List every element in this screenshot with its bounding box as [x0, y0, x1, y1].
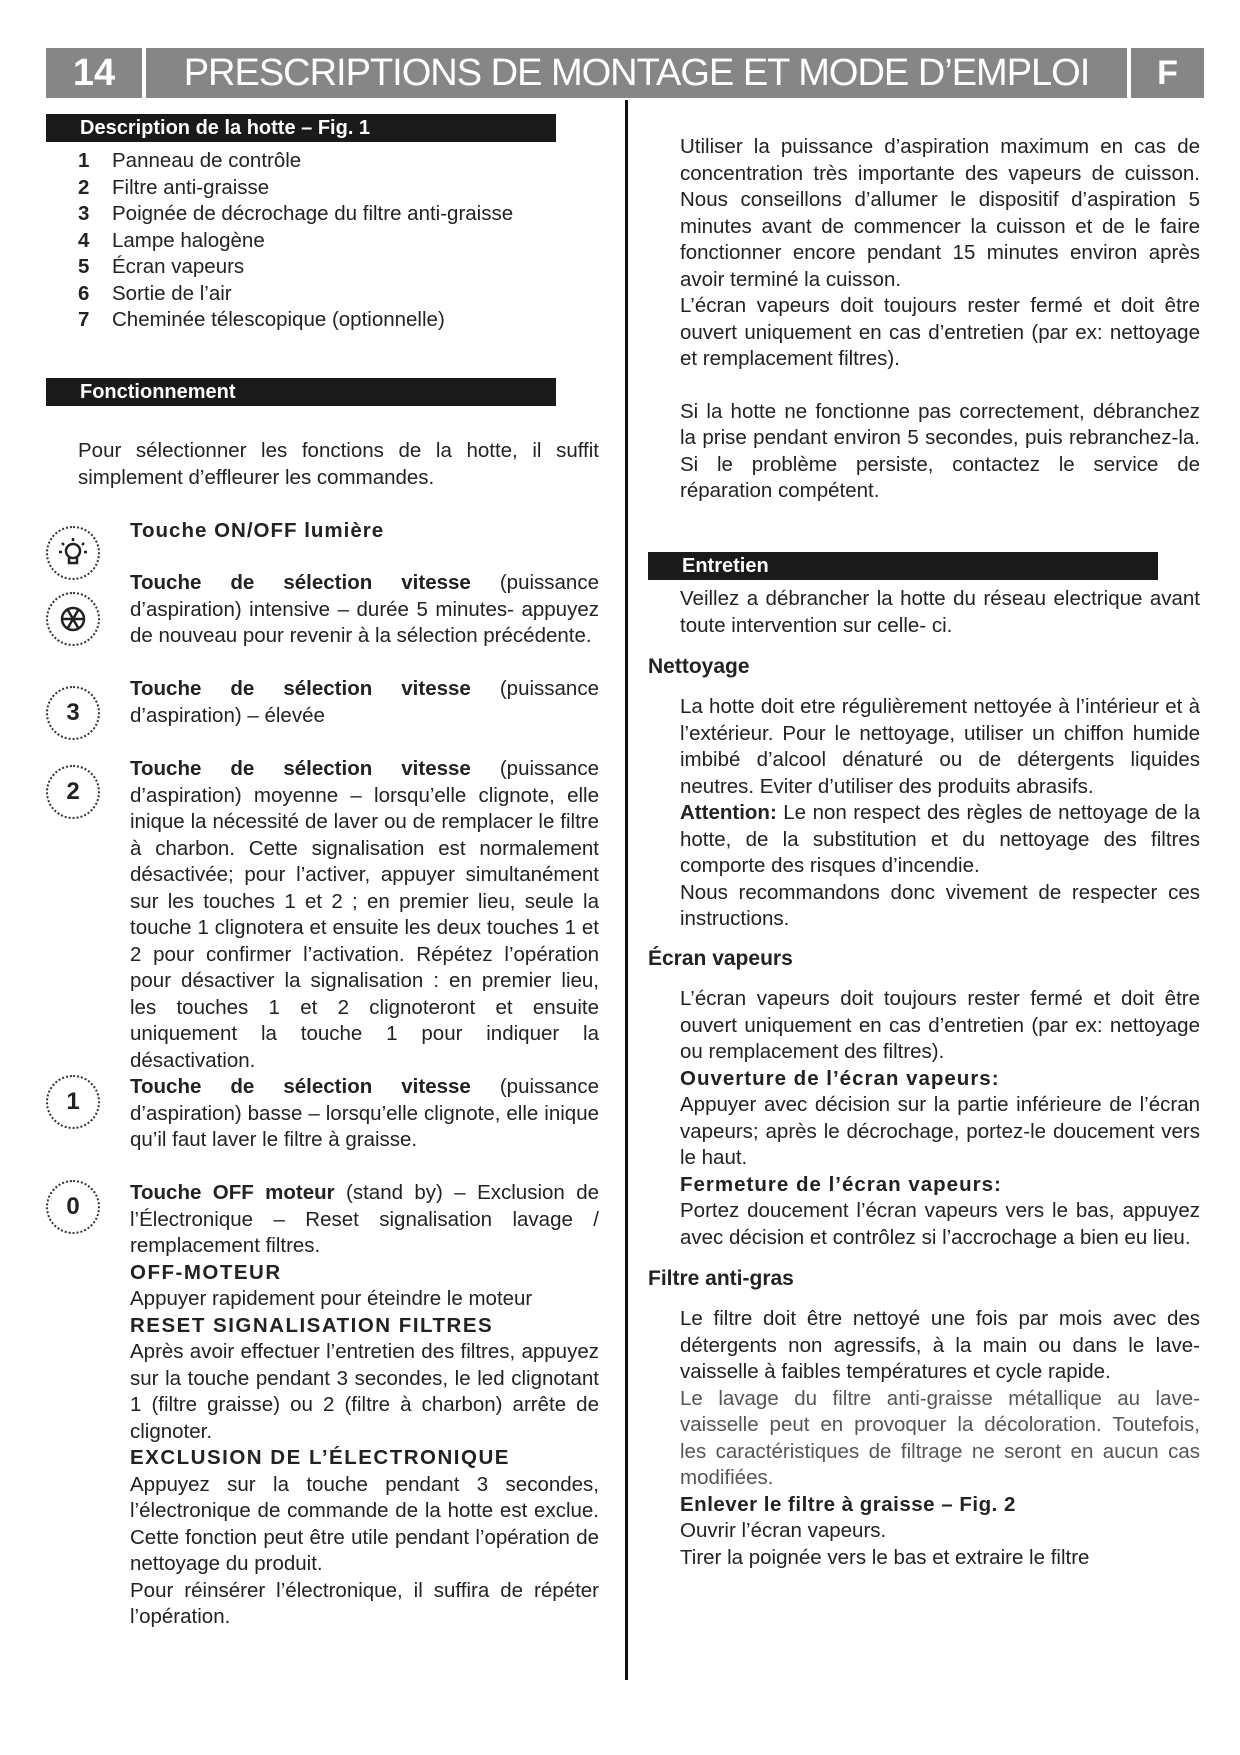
- list-item: 6 Sortie de l’air: [78, 281, 232, 305]
- list-item: 4 Lampe halogène: [78, 228, 265, 252]
- exclusion-title: EXCLUSION DE L’ÉLECTRONIQUE: [130, 1446, 510, 1469]
- reset-title: RESET SIGNALISATION FILTRES: [130, 1313, 494, 1337]
- key-medium-text: Touche de sélection vitesse (puissance d’aspiration) moyenne – lorsqu’elle clignote, elle inique la nécessité de laver ou de remplacer le filtre à charbon. Cette signalisation est normalement désactivée; pour l’activer, appuyer simultanément sur les touches 1 et 2 ; en premier lieu, seule la touche 1 clignotera et ensuite les deux touches 1 et 2 pour confirmer l’activation. Répétez l’opération pour désactiver la signalisation : en premier lieu, les touches 1 et 2 clignoteront et ensuite uniquement la touche 1 pour indiquer la désactivation.: [130, 757, 599, 1072]
- page-title: PRESCRIPTIONS DE MONTAGE ET MODE D’EMPLOI: [142, 48, 1127, 98]
- key-off-text: Touche OFF moteur (stand by) – Exclusion de l’Électronique – Reset signalisation lavage / remplacement filtres. OFF-MOTEUR Appuyer rapidement pour éteindre le moteur RESET SIGNALISATION FILTRES Après avoir effectuer l’entretien des filtres, appuyez sur la touche pendant 3 secondes, le led clignotant 1 (filtre graisse) ou 2 (filtre à charbon) arrête de clignoter. EXCLUSION DE L’ÉLECTRONIQUE Appuyez sur la touche pendant 3 secondes, l’électronique de commande de la hotte est exclue. Cette fonction peut être utile pendant l’opération de nettoyage du produit. Pour réinsérer l’électronique, il suffira de répéter l’opération.: [130, 1180, 599, 1631]
- reinsert-text: Pour réinsérer l’électronique, il suffira de répéter l’opération.: [130, 1578, 599, 1628]
- key-intensive-text: Touche de sélection vitesse (puissance d’aspiration) intensive – durée 5 minutes- appuyez de nouveau pour revenir à la sélection précédente.: [130, 571, 599, 647]
- off-motor-icon: 0: [46, 1180, 100, 1234]
- light-bulb-icon: [46, 526, 100, 580]
- list-item: 1 Panneau de contrôle: [78, 149, 302, 172]
- ecran-title: Écran vapeurs: [648, 947, 793, 970]
- speed-3-icon: 3: [46, 686, 100, 740]
- filtre-block: Le filtre doit être nettoyé une fois par mois avec des détergents non agressifs, à la main ou dans le lave-vaisselle à faibles températures et cycle rapide. Le lavage du filtre anti-graisse métallique au lave-vaisselle peut en provoquer la décoloration. Toutefois, les caractéristiques de filtrage ne seront en aucun cas modifiées. Enlever le filtre à graisse – Fig. 2 Ouvrir l’écran vapeurs. Tirer la poignée vers le bas et extraire le filtre: [680, 1307, 1200, 1569]
- list-item: 3 Poignée de décrochage du filtre anti-graisse: [78, 202, 514, 225]
- column-divider: [625, 100, 628, 1680]
- description-list: [78, 148, 513, 334]
- nettoyage-block: La hotte doit etre régulièrement nettoyée à l’intérieur et à l’extérieur. Pour le nettoyage, utiliser un chiffon humide imbibé d’alcool dénaturé ou de détergents liquides neutres. Eviter d’utiliser des produits abrasifs. Attention: Le non respect des règles de nettoyage de la hotte, de la substitution et du nettoyage des filtres comporte des risques d’incendie. Nous recommandons donc vivement de respecter ces instructions.: [680, 695, 1200, 930]
- speed-2-icon: 2: [46, 765, 100, 819]
- ecran-block: L’écran vapeurs doit toujours rester fermé et doit être ouvert uniquement en cas d’entretien (par ex: nettoyage ou remplacement des filtres). Ouverture de l’écran vapeurs: Appuyer avec décision sur la partie inférieure de l’écran vapeurs; après le décrochage, portez-le doucement vers le haut. Fermeture de l’écran vapeurs: Portez doucement l’écran vapeurs vers le bas, appuyez avec décision et contrôlez si l’accrochage a bien eu lieu.: [680, 987, 1200, 1249]
- section-heading-entretien: Entretien: [648, 552, 1158, 580]
- fonctionnement-intro: Pour sélectionner les fonctions de la hotte, il suffit simplement d’effleurer les commandes.: [78, 439, 599, 489]
- right-intro: Utiliser la puissance d’aspiration maximum en cas de concentration très importante des vapeurs de cuisson. Nous conseillons d’allumer le dispositif d’aspiration 5 minutes avant de commencer la cuisson et de le faire fonctionner encore pendant 15 minutes environ après avoir terminé la cuisson. L’écran vapeurs doit toujours rester fermé et doit être ouvert uniquement en cas d’entretien (par ex: nettoyage et remplacement filtres). Si la hotte ne fonctionne pas correctement, débranchez la prise pendant environ 5 secondes, puis rebranchez-la. Si le problème persiste, contactez le service de réparation compétent.: [680, 135, 1200, 502]
- speed-1-icon: 1: [46, 1075, 100, 1129]
- off-moteur-title: OFF-MOTEUR: [130, 1260, 282, 1284]
- language-badge: F: [1131, 48, 1204, 98]
- list-item: 7 Cheminée télescopique (optionnelle): [78, 308, 445, 331]
- list-item: 5 Écran vapeurs: [78, 255, 245, 278]
- exclusion-text: Appuyez sur la touche pendant 3 secondes, l’électronique de commande de la hotte est exclue. Cette fonction peut être utile pendant l’opération de nettoyage du produit.: [130, 1472, 599, 1575]
- nettoyage-title: Nettoyage: [648, 655, 750, 678]
- off-moteur-text: Appuyer rapidement pour éteindre le moteur: [130, 1287, 533, 1310]
- list-item: 2 Filtre anti-graisse: [78, 175, 270, 199]
- page-number: 14: [46, 48, 142, 98]
- section-heading-fonctionnement: Fonctionnement: [46, 378, 556, 406]
- key-low-text: Touche de sélection vitesse (puissance d’aspiration) basse – lorsqu’elle clignote, elle inique qu’il faut laver le filtre à graisse.: [130, 1075, 599, 1151]
- section-heading-description: Description de la hotte – Fig. 1: [46, 114, 556, 142]
- key-high-text: Touche de sélection vitesse (puissance d’aspiration) – élevée: [130, 677, 599, 727]
- fan-icon: [46, 592, 100, 646]
- reset-text: Après avoir effectuer l’entretien des filtres, appuyez sur la touche pendant 3 secondes, le led clignotant 1 (filtre graisse) ou 2 (filtre à charbon) arrête de clignoter.: [130, 1340, 599, 1443]
- entretien-intro: Veillez a débrancher la hotte du réseau electrique avant toute intervention sur celle- ci.: [680, 587, 1200, 637]
- key-light-text: Touche ON/OFF lumière: [130, 519, 385, 542]
- filtre-title: Filtre anti-gras: [648, 1267, 794, 1290]
